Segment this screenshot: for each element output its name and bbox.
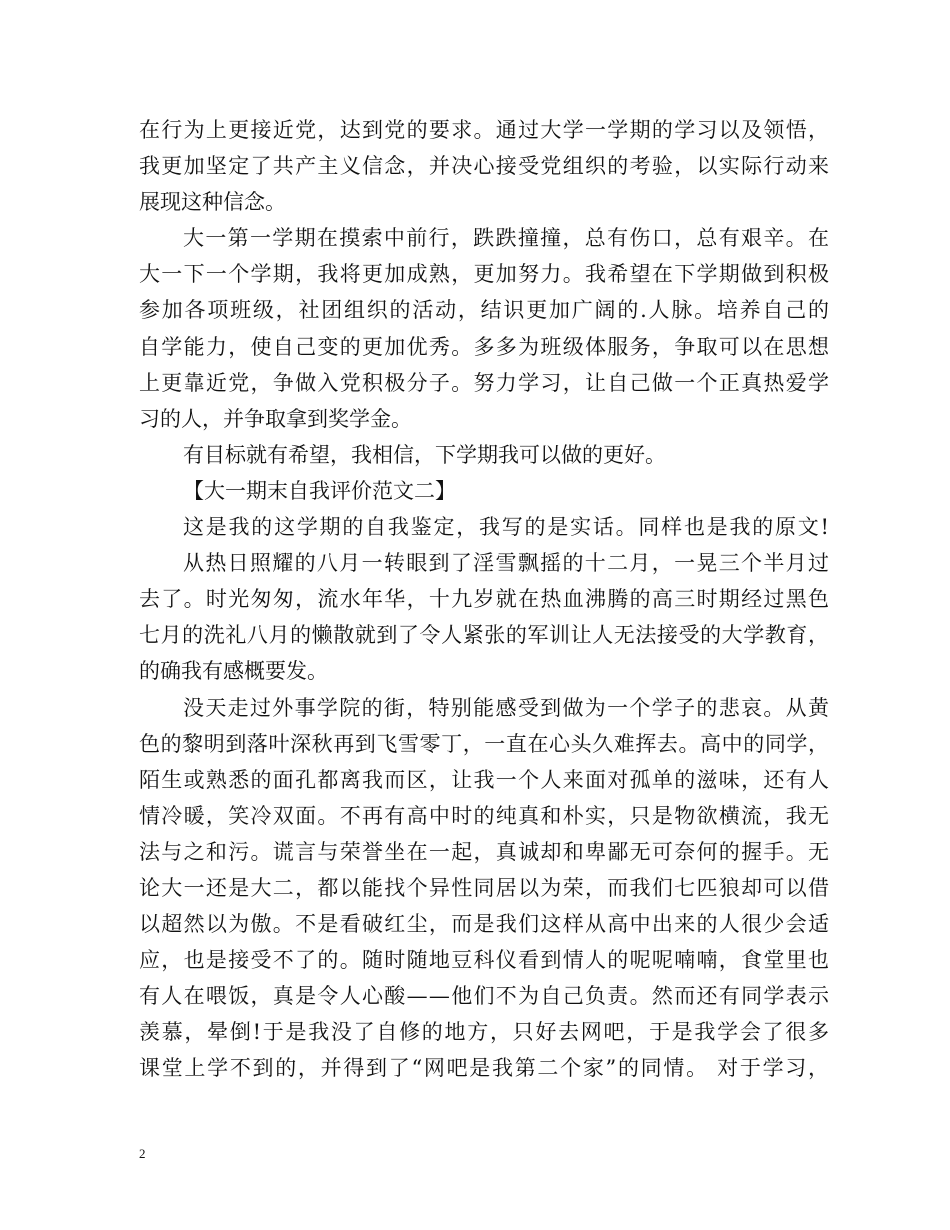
text-line: 法与之和污。谎言与荣誉坐在一起，真诚却和卑鄙无可奈何的握手。无 xyxy=(139,839,831,864)
text-line: 大一第一学期在摸索中前行，跌跌撞撞，总有伤口，总有艰辛。在 xyxy=(183,226,831,251)
page-number: 2 xyxy=(139,1146,146,1161)
text-line: 情冷暖，笑冷双面。不再有高中时的纯真和朴实，只是物欲横流，我无 xyxy=(139,803,831,828)
text-line: 去了。时光匆匆，流水年华，十九岁就在热血沸腾的高三时期经过黑色 xyxy=(139,587,831,612)
text-line: 有人在喂饭，真是令人心酸——他们不为自己负责。然而还有同学表示 xyxy=(139,984,831,1009)
text-line: 这是我的这学期的自我鉴定，我写的是实话。同样也是我的原文! xyxy=(183,515,831,540)
text-line: 色的黎明到落叶深秋再到飞雪零丁，一直在心头久难挥去。高中的同学， xyxy=(139,731,830,756)
text-line: 上更靠近党，争做入党积极分子。努力学习，让自己做一个正真热爱学 xyxy=(139,370,831,395)
text-line: 课堂上学不到的，并得到了“网吧是我第二个家”的同情。 对于学习， xyxy=(139,1056,831,1081)
text-line: 应，也是接受不了的。随时随地豆科仪看到情人的呢呢喃喃，食堂里也 xyxy=(139,948,831,973)
text-line: 陌生或熟悉的面孔都离我而区，让我一个人来面对孤单的滋味，还有人 xyxy=(139,767,831,792)
text-line: 从热日照耀的八月一转眼到了淫雪飘摇的十二月，一晃三个半月过 xyxy=(183,551,831,576)
text-line: 以超然以为傲。不是看破红尘，而是我们这样从高中出来的人很少会适 xyxy=(139,912,831,937)
text-line: 大一下一个学期，我将更加成熟，更加努力。我希望在下学期做到积极 xyxy=(139,262,831,287)
text-line: 有目标就有希望，我相信，下学期我可以做的更好。 xyxy=(183,442,666,467)
text-line: 羡慕，晕倒!于是我没了自修的地方，只好去网吧，于是我学会了很多 xyxy=(139,1020,831,1045)
text-line: 【大一期末自我评价范文二】 xyxy=(183,478,456,503)
text-line: 展现这种信念。 xyxy=(139,190,286,215)
text-line: 论大一还是大二，都以能找个异性同居以为荣，而我们七匹狼却可以借 xyxy=(139,875,831,900)
text-line: 习的人，并争取拿到奖学金。 xyxy=(139,406,412,431)
text-line: 七月的洗礼八月的懒散就到了令人紧张的军训让人无法接受的大学教育， xyxy=(139,623,830,648)
document-body xyxy=(139,112,829,1087)
text-line: 自学能力，使自己变的更加优秀。多多为班级体服务，争取可以在思想 xyxy=(139,334,831,359)
text-line: 的确我有感概要发。 xyxy=(139,659,328,684)
text-line: 没天走过外事学院的街，特别能感受到做为一个学子的悲哀。从黄 xyxy=(183,695,831,720)
text-line: 我更加坚定了共产主义信念，并决心接受党组织的考验，以实际行动来 xyxy=(139,154,831,179)
text-line: 在行为上更接近党，达到党的要求。通过大学一学期的学习以及领悟， xyxy=(139,118,831,142)
text-line: 参加各项班级，社团组织的活动，结识更加广阔的.人脉。培养自己的 xyxy=(139,298,831,323)
